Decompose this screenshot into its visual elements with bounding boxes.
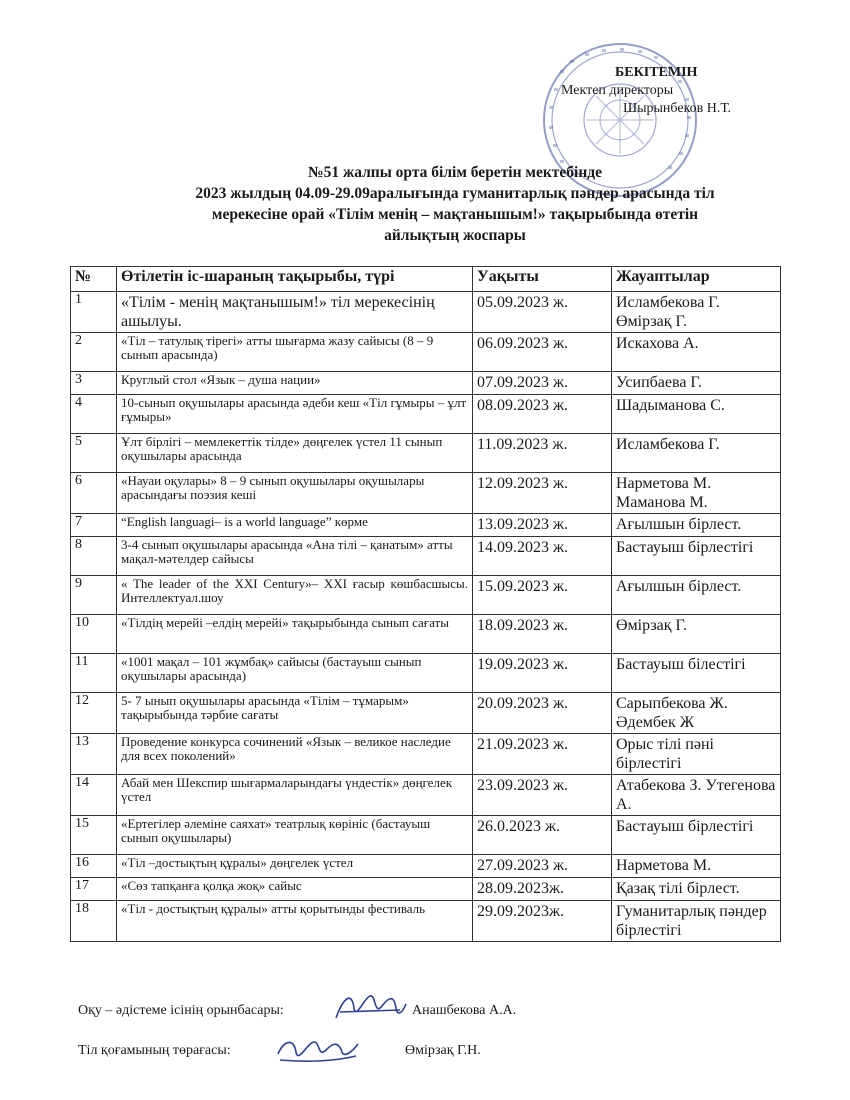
row-date: 23.09.2023 ж.: [473, 775, 612, 816]
row-topic: «Тіл – татулық тірегі» атты шығарма жазу сайысы (8 – 9 сынып арасында): [117, 333, 473, 372]
table-row: [71, 901, 781, 942]
row-topic: «Науаи оқулары» 8 – 9 сынып оқушылары оқушылары арасындағы поэзия кеші: [117, 473, 473, 514]
row-date: 12.09.2023 ж.: [473, 473, 612, 514]
table-row: [71, 855, 781, 878]
row-topic: «Сөз тапқанға қолқа жоқ» сайыс: [117, 878, 473, 901]
deputy-name: Анашбекова А.А.: [412, 1003, 517, 1018]
row-date: 05.09.2023 ж.: [473, 292, 612, 333]
row-date: 26.0.2023 ж.: [473, 816, 612, 855]
table-header-row: [71, 267, 781, 292]
approval-heading: БЕКІТЕМІН: [615, 65, 698, 80]
row-topic: Круглый стол «Язык – душа нации»: [117, 372, 473, 395]
row-date: 06.09.2023 ж.: [473, 333, 612, 372]
row-date: 11.09.2023 ж.: [473, 434, 612, 473]
table-row: [71, 434, 781, 473]
row-responsible: Қазақ тілі бірлест.: [612, 878, 781, 901]
row-number: 4: [71, 395, 117, 434]
table-row: [71, 292, 781, 333]
row-topic: «Тілім - менің мақтанышым!» тіл мерекесінің ашылуы.: [117, 292, 473, 333]
row-number: 10: [71, 615, 117, 654]
row-responsible: Атабекова З. Утегенова А.: [612, 775, 781, 816]
row-number: 17: [71, 878, 117, 901]
table-row: [71, 878, 781, 901]
table-row: [71, 537, 781, 576]
row-number: 11: [71, 654, 117, 693]
row-topic: «Тілдің мерейі –елдің мерейі» тақырыбында сынып сағаты: [117, 615, 473, 654]
header-date: Уақыты: [473, 267, 612, 292]
row-number: 5: [71, 434, 117, 473]
approval-name: Шырынбеков Н.Т.: [623, 101, 732, 116]
row-responsible: Ағылшын бірлест.: [612, 576, 781, 615]
table-row: [71, 333, 781, 372]
row-responsible: Исламбекова Г.: [612, 434, 781, 473]
table-row: [71, 576, 781, 615]
chair-name: Өмірзақ Г.Н.: [405, 1043, 481, 1058]
row-topic: “English languagi– is a world language” көрме: [117, 514, 473, 537]
row-number: 14: [71, 775, 117, 816]
table-row: [71, 514, 781, 537]
chair-signature-line: [78, 1043, 231, 1059]
row-topic: 5- 7 ынып оқушылары арасында «Тілім – тұмарым» тақырыбында тәрбие сағаты: [117, 693, 473, 734]
chair-signature: [272, 1030, 362, 1070]
table-row: [71, 775, 781, 816]
row-responsible: Нарметова М.: [612, 855, 781, 878]
row-responsible: Орыс тілі пәні бірлестігі: [612, 734, 781, 775]
row-topic: «Тіл - достықтың құралы» атты қорытынды фестиваль: [117, 901, 473, 942]
row-date: 18.09.2023 ж.: [473, 615, 612, 654]
row-date: 29.09.2023ж.: [473, 901, 612, 942]
row-date: 07.09.2023 ж.: [473, 372, 612, 395]
row-date: 19.09.2023 ж.: [473, 654, 612, 693]
row-topic: Ұлт бірлігі – мемлекеттік тілде» дөңгелек үстел 11 сынып оқушылары арасында: [117, 434, 473, 473]
table-body: [71, 292, 781, 942]
table-row: [71, 816, 781, 855]
events-plan-table: [70, 266, 781, 942]
table-row: [71, 395, 781, 434]
row-date: 21.09.2023 ж.: [473, 734, 612, 775]
row-date: 08.09.2023 ж.: [473, 395, 612, 434]
chair-label: Тіл қоғамының төрағасы:: [78, 1043, 231, 1058]
row-topic: « The leader of the XXI Century»– XXI ғасыр көшбасшысы. Интеллектуал.шоу: [117, 576, 473, 615]
row-responsible: Шадыманова С.: [612, 395, 781, 434]
title-line: №51 жалпы орта білім беретін мектебінде: [308, 164, 602, 181]
row-topic: Проведение конкурса сочинений «Язык – великое наследие для всех поколений»: [117, 734, 473, 775]
row-topic: Абай мен Шекспир шығармаларындағы үндестік» дөңгелек үстел: [117, 775, 473, 816]
title-line: мерекесіне орай «Тілім менің – мақтанышым!» тақырыбында өтетін: [211, 206, 699, 223]
row-responsible: Өмірзақ Г.: [612, 615, 781, 654]
row-date: 14.09.2023 ж.: [473, 537, 612, 576]
row-number: 9: [71, 576, 117, 615]
row-responsible: Исламбекова Г. Өмірзақ Г.: [612, 292, 781, 333]
row-number: 13: [71, 734, 117, 775]
row-topic: «Ертегілер әлеміне саяхат» театрлық көрініс (бастауыш сынып оқушылары): [117, 816, 473, 855]
document-title: [110, 162, 800, 246]
row-number: 2: [71, 333, 117, 372]
deputy-signature: [330, 988, 410, 1028]
row-number: 16: [71, 855, 117, 878]
table-row: [71, 615, 781, 654]
row-topic: 10-сынып оқушылары арасында әдеби кеш «Тіл гұмыры – ұлт ғұмыры»: [117, 395, 473, 434]
title-line: айлықтың жоспары: [384, 227, 526, 244]
table-row: [71, 372, 781, 395]
deputy-signature-line: [78, 1003, 284, 1019]
row-responsible: Сарыпбекова Ж. Әдембек Ж: [612, 693, 781, 734]
row-responsible: Искахова А.: [612, 333, 781, 372]
row-responsible: Ағылшын бірлест.: [612, 514, 781, 537]
deputy-label: Оқу – әдістеме ісінің орынбасары:: [78, 1003, 284, 1018]
row-responsible: Нарметова М. Маманова М.: [612, 473, 781, 514]
row-responsible: Усипбаева Г.: [612, 372, 781, 395]
row-responsible: Гуманитарлық пәндер бірлестігі: [612, 901, 781, 942]
row-responsible: Бастауыш білестігі: [612, 654, 781, 693]
row-topic: «1001 мақал – 101 жұмбақ» сайысы (бастауыш сынып оқушылары арасында): [117, 654, 473, 693]
row-topic: 3-4 сынып оқушылары арасында «Ана тілі – қанатым» атты мақал-мәтелдер сайысы: [117, 537, 473, 576]
row-number: 15: [71, 816, 117, 855]
row-date: 27.09.2023 ж.: [473, 855, 612, 878]
row-number: 3: [71, 372, 117, 395]
row-date: 20.09.2023 ж.: [473, 693, 612, 734]
header-topic: Өтілетін іс-шараның тақырыбы, түрі: [117, 267, 473, 292]
row-date: 13.09.2023 ж.: [473, 514, 612, 537]
row-number: 1: [71, 292, 117, 333]
table-row: [71, 473, 781, 514]
row-responsible: Бастауыш бірлестігі: [612, 816, 781, 855]
row-topic: «Тіл –достықтың құралы» дөңгелек үстел: [117, 855, 473, 878]
table-row: [71, 693, 781, 734]
row-number: 8: [71, 537, 117, 576]
row-number: 7: [71, 514, 117, 537]
row-number: 18: [71, 901, 117, 942]
title-line: 2023 жылдың 04.09-29.09аралығында гуманитарлық пәндер арасында тіл: [195, 185, 715, 202]
header-number: №: [71, 267, 117, 292]
row-number: 12: [71, 693, 117, 734]
header-responsible: Жауаптылар: [612, 267, 781, 292]
table-row: [71, 734, 781, 775]
table-row: [71, 654, 781, 693]
row-number: 6: [71, 473, 117, 514]
approval-position: Мектеп директоры: [561, 83, 674, 98]
row-date: 15.09.2023 ж.: [473, 576, 612, 615]
approval-block: [555, 64, 795, 118]
row-date: 28.09.2023ж.: [473, 878, 612, 901]
row-responsible: Бастауыш бірлестігі: [612, 537, 781, 576]
